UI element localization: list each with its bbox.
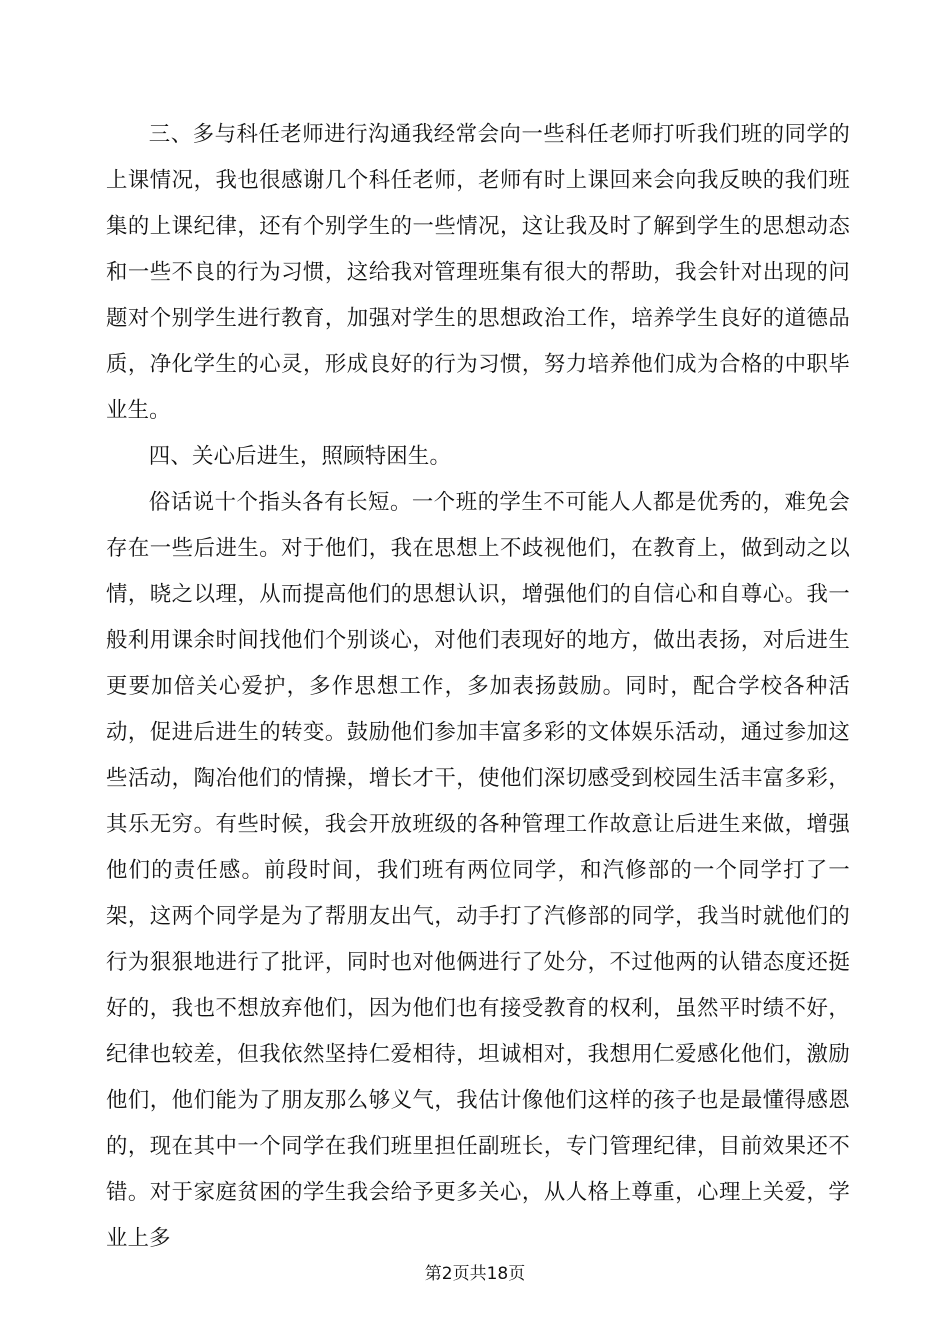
paragraph-underachieving-students: 俗话说十个指头各有长短。一个班的学生不可能人人都是优秀的，难免会存在一些后进生。对于他们，我在思想上不歧视他们，在教育上，做到动之以情，晓之以理，从而提高他们的思想认识，增强他们的自信心和自尊心。我一般利用课余时间找他们个别谈心，对他们表现好的地方，做出表扬，对后进生更要加倍关心爱护，多作思想工作，多加表扬鼓励。同时，配合学校各种活动，促进后进生的转变。鼓励他们参加丰富多彩的文体娱乐活动，通过参加这些活动，陶冶他们的情操，增长才干，使他们深切感受到校园生活丰富多彩，其乐无穷。有些时候，我会开放班级的各种管理工作故意让后进生来做，增强他们的责任感。前段时间，我们班有两位同学，和汽修部的一个同学打了一架，这两个同学是为了帮朋友出气，动手打了汽修部的同学，我当时就他们的行为狠狠地进行了批评，同时也对他俩进行了处分，不过他两的认错态度还挺好的，我也不想放弃他们，因为他们也有接受教育的权利，虽然平时绩不好，纪律也较差，但我依然坚持仁爱相待，坦诚相对，我想用仁爱感化他们，激励他们，他们能为了朋友那么够义气，我估计像他们这样的孩子也是最懂得感恩的，现在其中一个同学在我们班里担任副班长，专门管理纪律，目前效果还不错。对于家庭贫困的学生我会给予更多关心，从人格上尊重，心理上关爱，学业上多 bbox=[106, 490, 850, 1251]
section-heading-care-for-students: 四、关心后进生，照顾特困生。 bbox=[148, 444, 452, 469]
document-body bbox=[106, 112, 850, 1262]
page-number-footer: 第2页共18页 bbox=[424, 1264, 526, 1284]
paragraph-communication-with-teachers: 三、多与科任老师进行沟通我经常会向一些科任老师打听我们班的同学的上课情况，我也很感谢几个科任老师，老师有时上课回来会向我反映的我们班集的上课纪律，还有个别学生的一些情况，这让我及时了解到学生的思想动态和一些不良的行为习惯，这给我对管理班集有很大的帮助，我会针对出现的问题对个别学生进行教育，加强对学生的思想政治工作，培养学生良好的道德品质，净化学生的心灵，形成良好的行为习惯，努力培养他们成为合格的中职毕业生。 bbox=[106, 122, 850, 423]
